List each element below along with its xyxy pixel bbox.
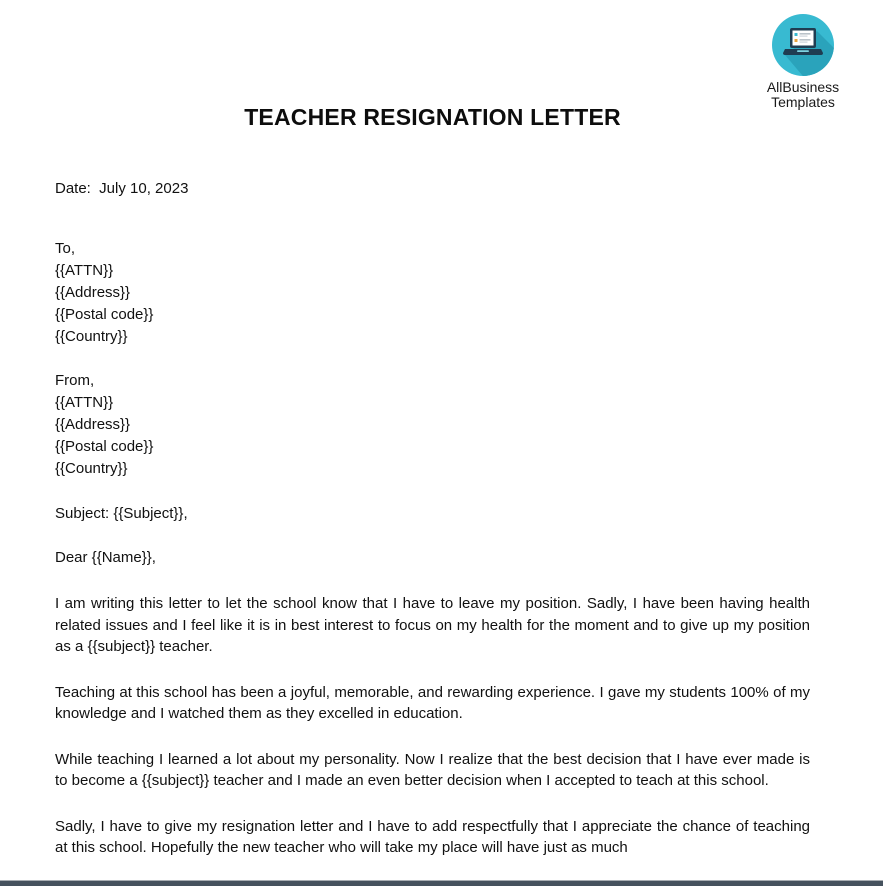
from-country-placeholder: {{Country}}	[55, 460, 128, 477]
from-address-placeholder: {{Address}}	[55, 416, 131, 433]
laptop-icon	[771, 13, 835, 77]
to-label: To,	[55, 240, 76, 257]
from-postal-code-placeholder: {{Postal code}}	[55, 438, 154, 455]
letter-paragraphs	[55, 593, 810, 859]
salutation: Dear {{Name}},	[55, 549, 156, 566]
subject-line: Subject: {{Subject}},	[55, 505, 188, 522]
to-address-placeholder: {{Address}}	[55, 284, 131, 301]
logo-brand-line2: Templates	[771, 94, 835, 110]
to-postal-code-placeholder: {{Postal code}}	[55, 306, 154, 323]
date-line: Date: July 10, 2023	[55, 180, 189, 197]
paragraph-reflection: While teaching I learned a lot about my personality. Now I realize that the best decision that I have ever made is to become a {{subject}} teacher and I made an even better decision when I accepted to teach at this school.	[55, 750, 810, 789]
window-bottom-edge	[0, 880, 883, 886]
logo-brand-line1: AllBusiness	[766, 79, 840, 95]
to-country-placeholder: {{Country}}	[55, 328, 128, 345]
page-title: TEACHER RESIGNATION LETTER	[244, 104, 621, 130]
from-attn-placeholder: {{ATTN}}	[55, 394, 114, 411]
letter-body	[0, 102, 883, 859]
recipient-address-block	[55, 238, 810, 348]
from-label: From,	[55, 372, 95, 389]
allbusiness-logo	[748, 13, 858, 110]
paragraph-closing: Sadly, I have to give my resignation letter and I have to add respectfully that I appreciate the chance of teaching at this school. Hopefully the new teacher who will take my place will have just as much	[55, 817, 810, 856]
paragraph-reason: I am writing this letter to let the school know that I have to leave my position. Sadly, I have been having health related issues and I feel like it is in best interest to focus on my health for the moment and to give up my position as a {{subject}} teacher.	[55, 595, 810, 655]
to-attn-placeholder: {{ATTN}}	[55, 262, 114, 279]
sender-address-block	[55, 370, 810, 480]
paragraph-experience: Teaching at this school has been a joyful, memorable, and rewarding experience. I gave my students 100% of my knowledge and I watched them as they excelled in education.	[55, 683, 810, 722]
